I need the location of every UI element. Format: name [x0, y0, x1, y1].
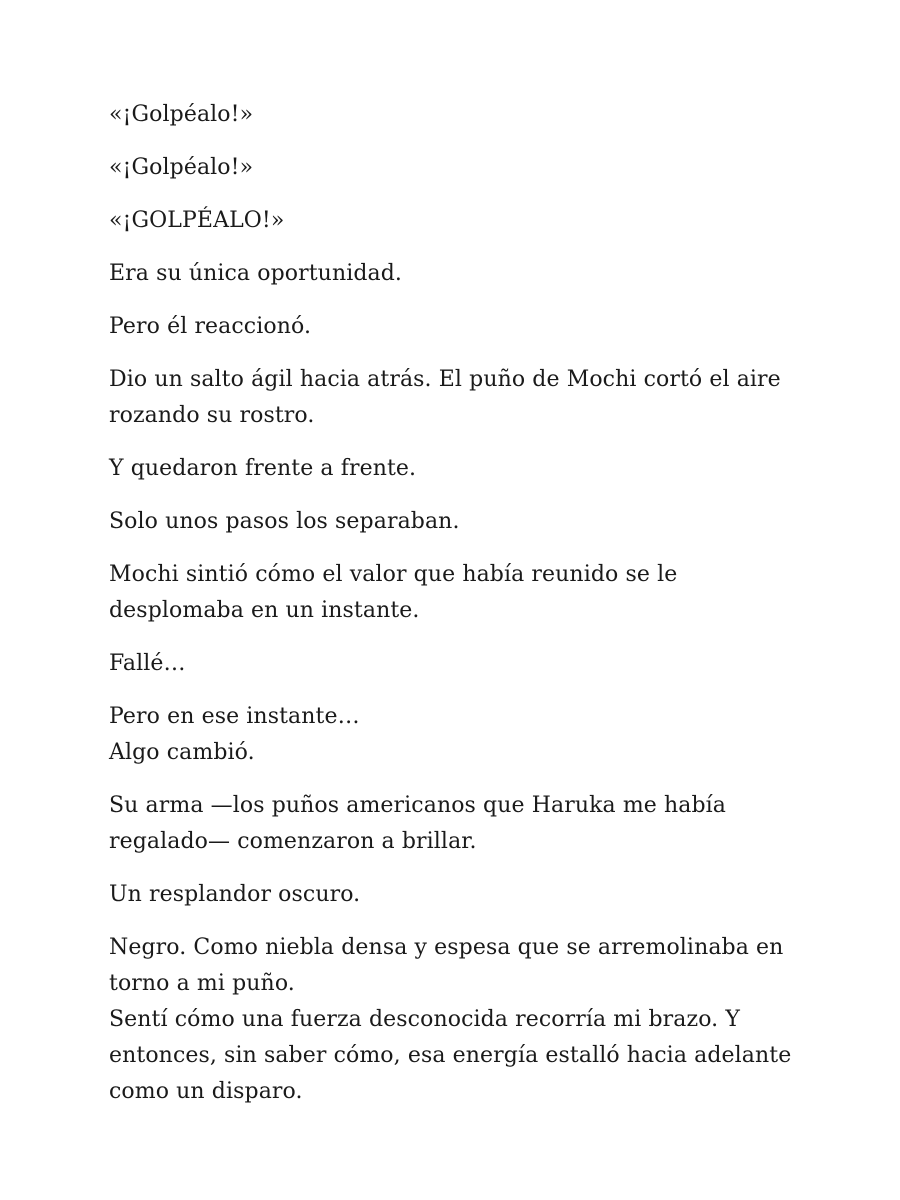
paragraph: Un resplandor oscuro. — [109, 882, 361, 907]
paragraph: Solo unos pasos los separaban. — [109, 509, 460, 534]
paragraph: Mochi sintió cómo el valor que había reunido se le desplomaba en un instante. — [109, 562, 678, 623]
paragraph: Fallé… — [109, 651, 186, 676]
paragraph: Pero en ese instante… Algo cambió. — [109, 704, 360, 765]
paragraph: «¡GOLPÉALO!» — [109, 208, 285, 233]
paragraph: Dio un salto ágil hacia atrás. El puño de Mochi cortó el aire rozando su rostro. — [109, 367, 781, 428]
paragraph: Su arma —los puños americanos que Haruka me había regalado— comenzaron a brillar. — [109, 793, 727, 854]
paragraph: Negro. Como niebla densa y espesa que se arremolinaba en torno a mi puño. Sentí cómo una fuerza desconocida recorría mi brazo. Y entonces, sin saber cómo, esa energía estalló hacia adelante como un disparo. — [109, 935, 792, 1104]
paragraph: Pero él reaccionó. — [109, 314, 312, 339]
paragraph: Y quedaron frente a frente. — [109, 456, 417, 481]
paragraph: «¡Golpéalo!» — [109, 155, 254, 180]
paragraph: Era su única oportunidad. — [109, 261, 403, 286]
document-page — [109, 97, 799, 1127]
paragraph: «¡Golpéalo!» — [109, 102, 254, 127]
